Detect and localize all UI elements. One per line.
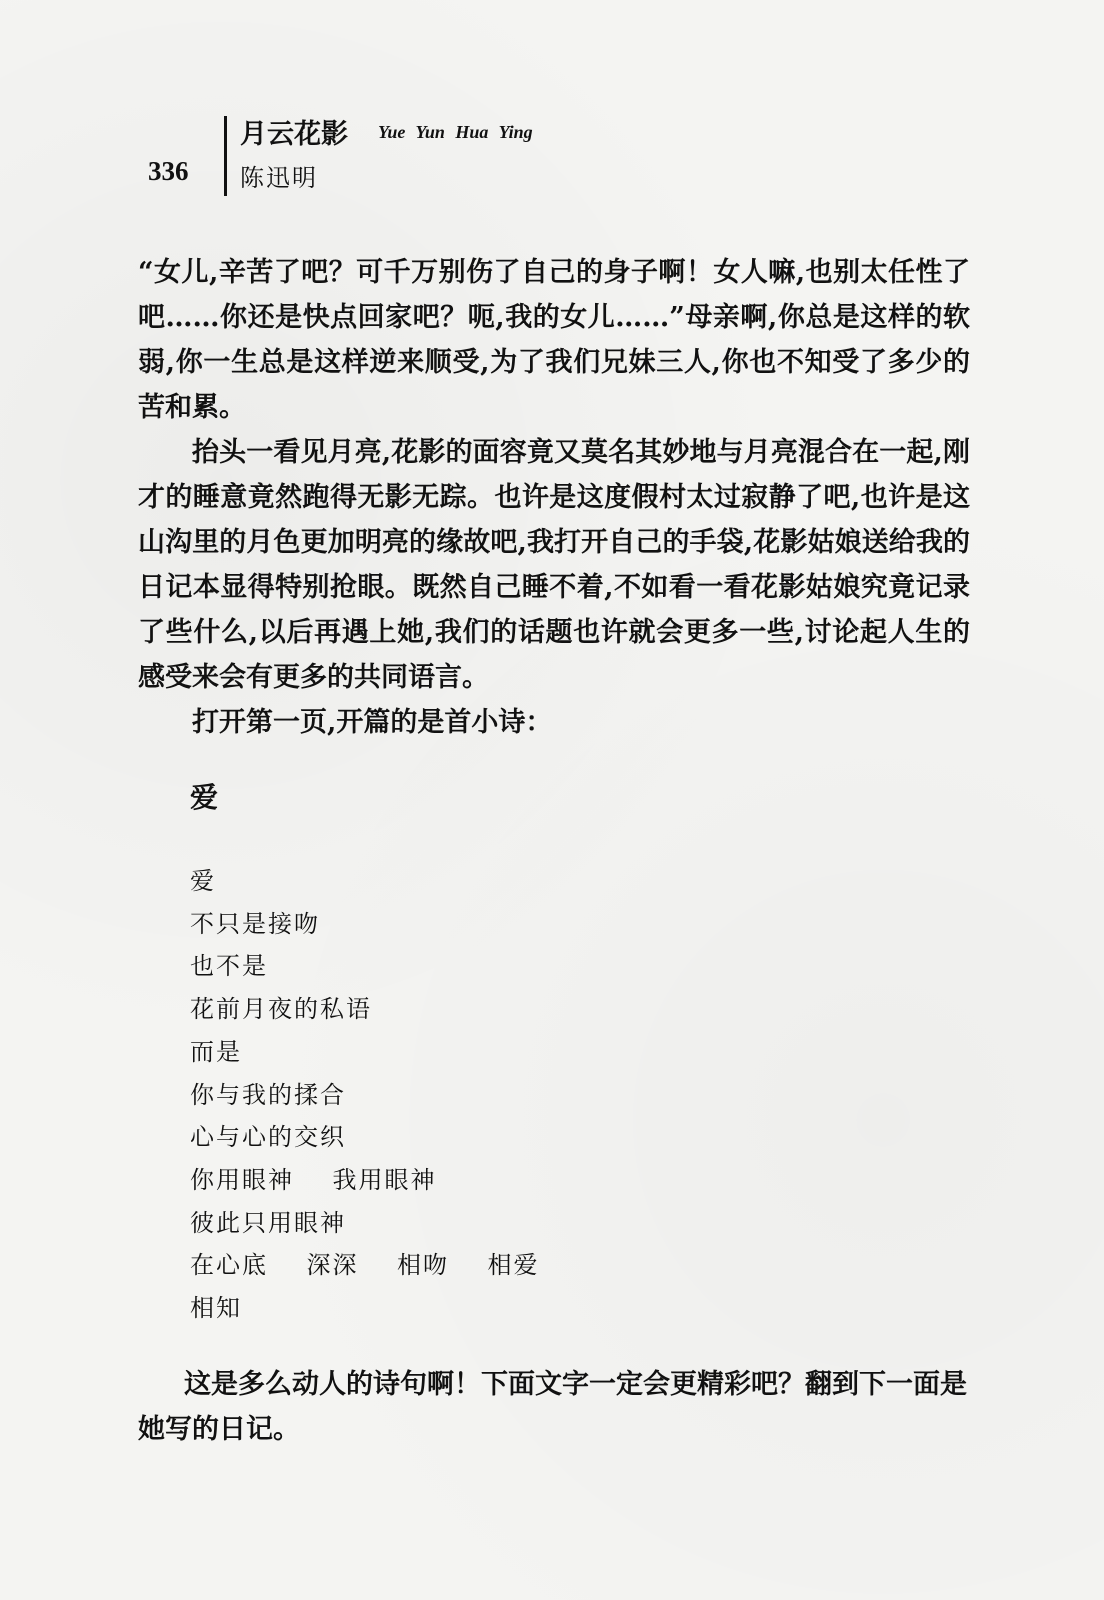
page-number: 336 bbox=[148, 156, 189, 186]
paragraph-2: 抬头一看见月亮,花影的面容竟又莫名其妙地与月亮混合在一起,刚才的睡意竟然跑得无影无踪。也许是这度假村太过寂静了吧,也许是这山沟里的月色更加明亮的缘故吧,我打开自己的手袋,花影姑娘送给我的日记本显得特别抢眼。既然自己睡不着,不如看一看花影姑娘究竟记录了些什么,以后再遇上她,我们的话题也许就会更多一些,讨论起人生的感受来会有更多的共同语言。 bbox=[138, 437, 970, 693]
closing-text bbox=[138, 1362, 970, 1452]
poem-line: 彼此只用眼神 bbox=[190, 1208, 346, 1237]
poem-line: 你用眼神 我用眼神 bbox=[190, 1165, 437, 1194]
poem-line: 爱 bbox=[190, 867, 216, 895]
paragraph-3: 打开第一页,开篇的是首小诗： bbox=[192, 707, 553, 738]
author-name: 陈迅明 bbox=[240, 164, 318, 192]
header-divider bbox=[224, 116, 227, 196]
poem-line: 心与心的交织 bbox=[190, 1123, 346, 1152]
poem-line: 不只是接吻 bbox=[190, 909, 320, 938]
closing-paragraph: 这是多么动人的诗句啊！下面文字一定会更精彩吧？翻到下一面是她写的日记。 bbox=[138, 1369, 967, 1445]
poem bbox=[190, 860, 540, 1330]
poem-line: 你与我的揉合 bbox=[190, 1080, 346, 1109]
poem-title: 爱 bbox=[190, 781, 219, 814]
book-title-pinyin: Yue Yun Hua Ying bbox=[378, 122, 533, 142]
paragraph-1: “女儿,辛苦了吧？可千万别伤了自己的身子啊！女人嘛,也别太任性了吧……你还是快点回家吧？呃,我的女儿……”母亲啊,你总是这样的软弱,你一生总是这样逆来顺受,为了我们兄妹三人,你也不知受了多少的苦和累。 bbox=[138, 257, 970, 423]
book-title: 月云花影 bbox=[240, 119, 348, 150]
poem-line: 花前月夜的私语 bbox=[190, 995, 372, 1024]
poem-line: 也不是 bbox=[190, 952, 268, 981]
running-header bbox=[148, 112, 748, 192]
poem-line: 在心底 深深 相吻 相爱 bbox=[190, 1251, 540, 1280]
body-text bbox=[138, 250, 970, 745]
poem-line: 相知 bbox=[190, 1294, 242, 1323]
poem-line: 而是 bbox=[190, 1037, 242, 1066]
